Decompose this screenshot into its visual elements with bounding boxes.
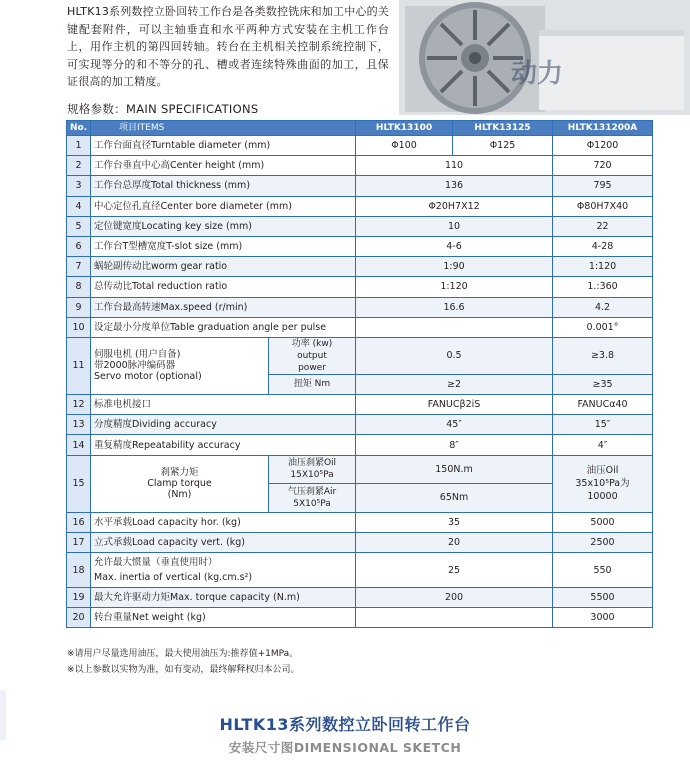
row-value-12: 25 — [356, 553, 553, 588]
motor-label — [91, 337, 269, 394]
row-value-12 — [356, 608, 553, 628]
row-value-3: 1.:360 — [553, 277, 653, 297]
row-item: 定位键宽度Locating key size (mm) — [91, 216, 356, 236]
row-value-12: 8″ — [356, 435, 553, 455]
row-no: 17 — [67, 532, 91, 552]
row-item: 中心定位孔直径Center bore diameter (mm) — [91, 196, 356, 216]
table-row-motor-power — [67, 337, 653, 374]
table-row — [67, 435, 653, 455]
table-row — [67, 136, 653, 156]
row-no: 7 — [67, 257, 91, 277]
row-item: 工作台面直径Turntable diameter (mm) — [91, 136, 356, 156]
row-no: 8 — [67, 277, 91, 297]
table-row — [67, 196, 653, 216]
note-2: ※以上参数以实物为准，如有变动，最终解释权归本公司。 — [67, 665, 300, 675]
table-row — [67, 156, 653, 176]
row-value-12: 16.6 — [356, 297, 553, 317]
row-value-12: 35 — [356, 512, 553, 532]
spec-heading — [67, 101, 258, 117]
table-row — [67, 216, 653, 236]
header-no: No. — [67, 121, 91, 136]
row-item: 工作台垂直中心高Center height (mm) — [91, 156, 356, 176]
oil-line-2: 15X10⁵Pa — [290, 470, 334, 481]
row-value-12: 1:90 — [356, 257, 553, 277]
row-value-12 — [356, 317, 553, 337]
motor-torque-value-3: ≥35 — [553, 374, 653, 394]
row-item: 工作台T型槽宽度T-slot size (mm) — [91, 236, 356, 256]
header-item: 项目ITEMS — [91, 121, 356, 136]
motor-power-value-3: ≥3.8 — [553, 337, 653, 374]
inertia-line-2: Max. inertia of vertical (kg.cm.s²) — [94, 572, 253, 583]
inertia-label — [91, 553, 356, 588]
row-no: 10 — [67, 317, 91, 337]
row-no: 14 — [67, 435, 91, 455]
row-value-3: 720 — [553, 156, 653, 176]
spec-heading-text: 规格参数：MAIN SPECIFICATIONS — [67, 102, 259, 116]
row-value-12: 20 — [356, 532, 553, 552]
air-line-1: 气压刹紧Air — [287, 486, 337, 497]
row-item: 转台重量Net weight (kg) — [91, 608, 356, 628]
table-header-row — [67, 121, 653, 136]
row-value-3: 1:120 — [553, 257, 653, 277]
row-no: 20 — [67, 608, 91, 628]
row-item: 工作台最高转速Max.speed (r/min) — [91, 297, 356, 317]
row-no: 16 — [67, 512, 91, 532]
header-model-2: HLTK13125 — [453, 121, 553, 136]
row-item: 重复精度Repeatability accuracy — [91, 435, 356, 455]
clamp-v3-line-1: 油压Oil — [586, 465, 619, 477]
table-row — [67, 395, 653, 415]
watermark-text: 动力 — [511, 59, 564, 89]
row-no: 12 — [67, 395, 91, 415]
row-item: 标准电机接口 — [91, 395, 356, 415]
table-row-inertia — [67, 553, 653, 588]
row-value-3: 5500 — [553, 588, 653, 608]
row-value-2: Φ125 — [453, 136, 553, 156]
motor-torque-label: 扭矩 Nm — [269, 374, 356, 394]
row-value-3: FANUCα40 — [553, 395, 653, 415]
row-no: 18 — [67, 553, 91, 588]
row-no: 4 — [67, 196, 91, 216]
table-row — [67, 608, 653, 628]
oil-line-1: 油压刹紧Oil — [287, 458, 337, 469]
row-value-12: 4-6 — [356, 236, 553, 256]
power-en-2: power — [298, 362, 326, 373]
row-value-12: 10 — [356, 216, 553, 236]
row-no: 19 — [67, 588, 91, 608]
row-value-3: 5000 — [553, 512, 653, 532]
product-photo — [399, 0, 690, 115]
row-no: 5 — [67, 216, 91, 236]
row-value-12: Φ20H7X12 — [356, 196, 553, 216]
row-value-3: 4″ — [553, 435, 653, 455]
table-row — [67, 277, 653, 297]
footer-title: HLTK13系列数控立卧回转工作台 — [219, 715, 471, 734]
clamp-oil-value-12: 150N.m — [356, 455, 553, 484]
clamp-v3-line-2: 35x10⁵Pa为 — [575, 478, 630, 490]
clamp-line-3: (Nm) — [167, 489, 192, 501]
clamp-v3-line-3: 10000 — [587, 491, 618, 503]
row-value-3: 4.2 — [553, 297, 653, 317]
row-value-3: 795 — [553, 176, 653, 196]
row-value-12: 200 — [356, 588, 553, 608]
table-row — [67, 588, 653, 608]
motor-torque-value-12: ≥2 — [356, 374, 553, 394]
row-item: 蜗轮副传动比worm gear ratio — [91, 257, 356, 277]
row-item: 工作台总厚度Total thickness (mm) — [91, 176, 356, 196]
motor-power-value-12: 0.5 — [356, 337, 553, 374]
row-value-3: 3000 — [553, 608, 653, 628]
row-value-3: 0.001° — [553, 317, 653, 337]
clamp-air-label — [269, 484, 356, 513]
row-value-3: 2500 — [553, 532, 653, 552]
table-row — [67, 317, 653, 337]
header-model-1: HLTK13100 — [356, 121, 453, 136]
row-no: 2 — [67, 156, 91, 176]
motor-line-3: Servo motor (optional) — [94, 371, 202, 383]
clamp-oil-label — [269, 455, 356, 484]
row-value-12: 110 — [356, 156, 553, 176]
row-value-12: 136 — [356, 176, 553, 196]
notes — [67, 646, 300, 678]
row-item: 最大允许驱动力矩Max. torque capacity (N.m) — [91, 588, 356, 608]
motor-line-1: 伺服电机 (用户自备) — [94, 349, 181, 361]
inertia-line-1: 允许最大惯量（垂直使用时） — [94, 557, 218, 568]
row-value-1: Φ100 — [356, 136, 453, 156]
row-value-3: 15″ — [553, 415, 653, 435]
row-item: 水平承载Load capacity hor. (kg) — [91, 512, 356, 532]
row-value-12: 1:120 — [356, 277, 553, 297]
row-item: 设定最小分度单位Table graduation angle per pulse — [91, 317, 356, 337]
row-value-12: FANUCβ2iS — [356, 395, 553, 415]
air-line-2: 5X10⁵Pa — [293, 498, 331, 509]
clamp-line-1: 刹紧力矩 — [160, 467, 199, 479]
table-row — [67, 236, 653, 256]
table-row — [67, 297, 653, 317]
table-row-clamp-oil — [67, 455, 653, 484]
row-item: 分度精度Dividing accuracy — [91, 415, 356, 435]
power-en-1: output — [297, 350, 327, 361]
clamp-label — [91, 455, 269, 512]
clamp-value-3 — [553, 455, 653, 512]
row-value-3: 22 — [553, 216, 653, 236]
power-cn: 功率 (kw) — [291, 338, 333, 349]
row-value-12: 45″ — [356, 415, 553, 435]
clamp-air-value-12: 65Nm — [356, 484, 553, 513]
row-value-3: 4-28 — [553, 236, 653, 256]
spec-table — [66, 120, 653, 628]
row-no: 11 — [67, 337, 91, 394]
footer-subtitle: 安装尺寸图DIMENSIONAL SKETCH — [228, 740, 462, 755]
table-row — [67, 532, 653, 552]
intro-paragraph: HLTK13系列数控立卧回转工作台是各类数控铣床和加工中心的关键配套附件，可以主轴垂直和水平两种方式安装在主机工作台上，用作主机的第四回转轴。转台在主机相关控制系统控制下，可实现等分的和不等分的孔、槽或者连续特殊曲面的加工，且保证很高的加工精度。 — [67, 5, 390, 88]
row-item: 总传动比Total reduction ratio — [91, 277, 356, 297]
motor-power-label — [269, 337, 356, 374]
row-no: 9 — [67, 297, 91, 317]
table-row — [67, 512, 653, 532]
note-1: ※请用户尽量选用油压，最大使用油压为:推荐值+1MPa。 — [67, 649, 299, 659]
row-no: 3 — [67, 176, 91, 196]
row-no: 15 — [67, 455, 91, 512]
row-no: 13 — [67, 415, 91, 435]
row-no: 6 — [67, 236, 91, 256]
rotary-table-image — [399, 0, 690, 115]
header-model-3: HLTK131200A — [553, 121, 653, 136]
table-row — [67, 176, 653, 196]
row-no: 1 — [67, 136, 91, 156]
table-row — [67, 415, 653, 435]
row-value-3: 550 — [553, 553, 653, 588]
motor-line-2: 带2000脉冲编码器 — [94, 360, 176, 372]
row-value-3: Φ1200 — [553, 136, 653, 156]
row-item: 立式承载Load capacity vert. (kg) — [91, 532, 356, 552]
clamp-line-2: Clamp torque — [147, 478, 212, 490]
table-row — [67, 257, 653, 277]
row-value-3: Φ80H7X40 — [553, 196, 653, 216]
